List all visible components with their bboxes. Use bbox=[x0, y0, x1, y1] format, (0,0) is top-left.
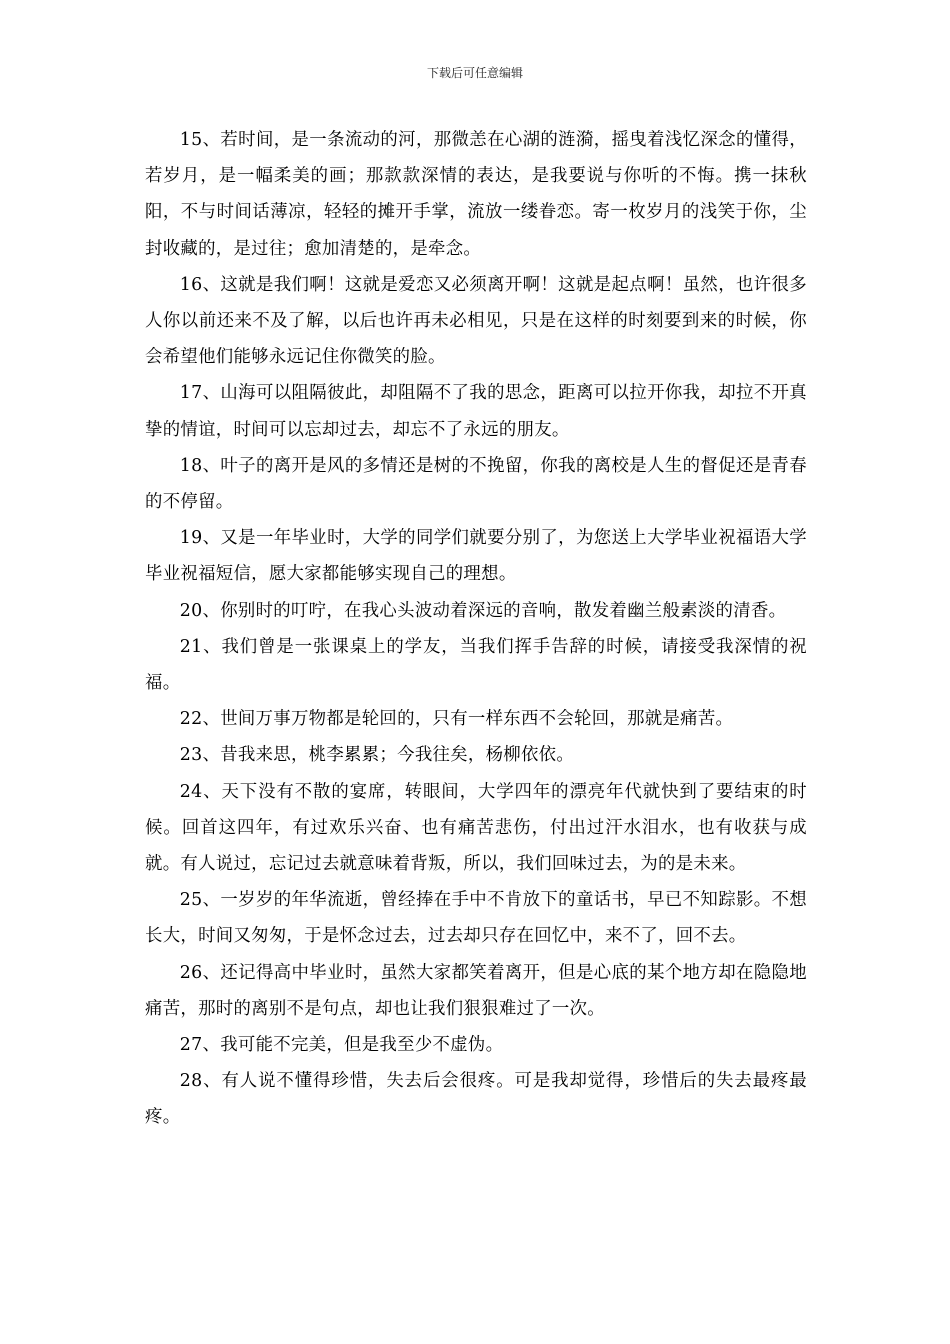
paragraph-25: 25、一岁岁的年华流逝，曾经捧在手中不肯放下的童话书，早已不知踪影。不想长大，时间又匆匆，于是怀念过去，过去却只存在回忆中，来不了，回不去。 bbox=[145, 890, 807, 947]
page-header: 下载后可任意编辑 bbox=[426, 66, 523, 80]
paragraph-16: 16、这就是我们啊！这就是爱恋又必须离开啊！这就是起点啊！虽然，也许很多人你以前还来不及了解，以后也许再未必相见，只是在这样的时刻要到来的时候，你会希望他们能够永远记住你微笑的脸。 bbox=[145, 274, 807, 368]
paragraph-26: 26、还记得高中毕业时，虽然大家都笑着离开，但是心底的某个地方却在隐隐地痛苦，那时的离别不是句点，却也让我们狠狠难过了一次。 bbox=[145, 962, 807, 1019]
paragraph-15: 15、若时间，是一条流动的河，那微恙在心湖的涟漪，摇曳着浅忆深念的懂得，若岁月，是一幅柔美的画；那款款深情的表达，是我要说与你听的不悔。携一抹秋阳，不与时间话薄凉，轻轻的摊开手掌，流放一缕眷恋。寄一枚岁月的浅笑于你，尘封收藏的，是过往；愈加清楚的，是牵念。 bbox=[145, 130, 807, 259]
paragraph-21: 21、我们曾是一张课桌上的学友，当我们挥手告辞的时候，请接受我深情的祝福。 bbox=[145, 636, 807, 694]
paragraph-19: 19、又是一年毕业时，大学的同学们就要分别了，为您送上大学毕业祝福语大学毕业祝福短信，愿大家都能够实现自己的理想。 bbox=[145, 528, 807, 585]
paragraph-20: 20、你别时的叮咛，在我心头波动着深远的音响，散发着幽兰般素淡的清香。 bbox=[179, 600, 787, 621]
paragraph-18: 18、叶子的离开是风的多情还是树的不挽留，你我的离校是人生的督促还是青春的不停留。 bbox=[145, 455, 807, 513]
paragraph-24: 24、天下没有不散的宴席，转眼间，大学四年的漂亮年代就快到了要结束的时候。回首这四年，有过欢乐兴奋、也有痛苦悲伤，付出过汗水泪水，也有收获与成就。有人说过，忘记过去就意味着背叛，所以，我们回味过去，为的是未来。 bbox=[145, 781, 807, 875]
document-body bbox=[145, 122, 807, 1136]
paragraph-17: 17、山海可以阻隔彼此，却阻隔不了我的思念，距离可以拉开你我，却拉不开真挚的情谊，时间可以忘却过去，却忘不了永远的朋友。 bbox=[145, 383, 807, 440]
paragraph-27: 27、我可能不完美，但是我至少不虚伪。 bbox=[179, 1035, 504, 1056]
paragraph-23: 23、昔我来思，桃李累累；今我往矣，杨柳依依。 bbox=[179, 745, 575, 766]
paragraph-28: 28、有人说不懂得珍惜，失去后会很疼。可是我却觉得，珍惜后的失去最疼最疼。 bbox=[145, 1071, 807, 1128]
paragraph-22: 22、世间万事万物都是轮回的，只有一样东西不会轮回，那就是痛苦。 bbox=[179, 709, 734, 730]
